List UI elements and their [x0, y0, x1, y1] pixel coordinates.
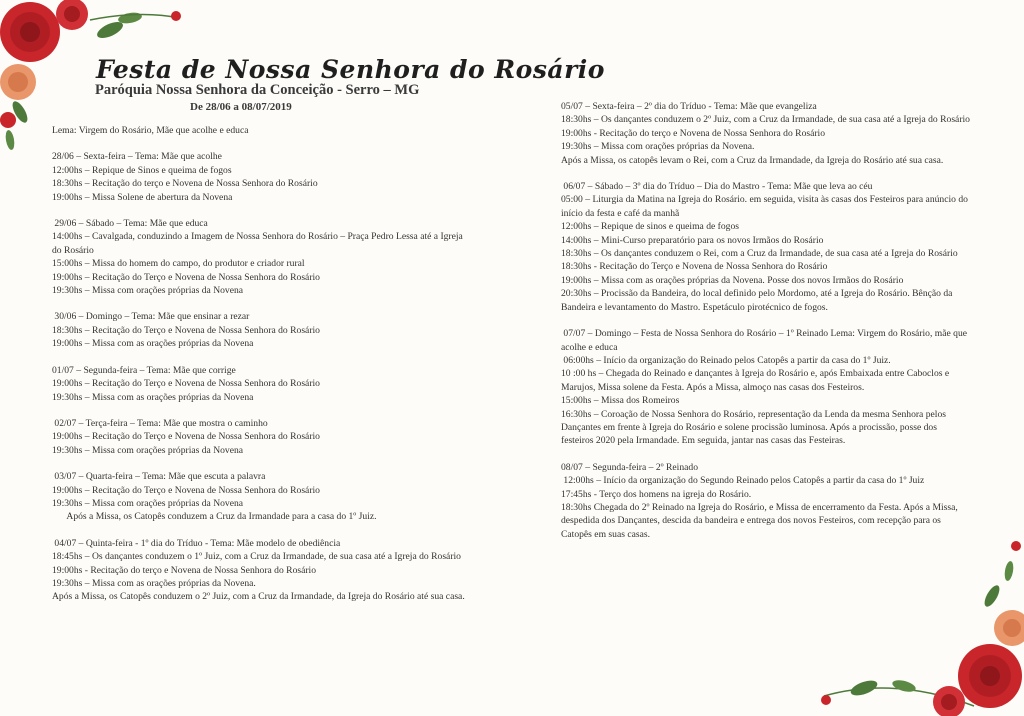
schedule-entry: 17:45hs - Terço dos homens na igreja do Rosário. [561, 488, 752, 500]
schedule-entry: Após a Missa, os catopês levam o Rei, com a Cruz da Irmandade, da Igreja do Rosário até sua casa. [561, 154, 944, 166]
schedule-entry: 15:00hs – Missa dos Romeiros [561, 395, 680, 407]
schedule-entry: 14:00hs – Mini-Curso preparatório para os novos Irmãos do Rosário [561, 234, 824, 246]
schedule-right-column [561, 100, 971, 554]
day-heading: 28/06 – Sexta-feira – Tema: Mãe que acolhe [52, 151, 222, 163]
schedule-day-block [52, 364, 472, 404]
schedule-entry: 05:00 – Liturgia da Matina na Igreja do Rosário. em seguida, visita às casas dos Festeiros para anúncio do início da festa e café da manhã [561, 194, 971, 219]
day-heading: 08/07 – Segunda-feira – 2º Reinado [561, 461, 698, 473]
day-heading: 05/07 – Sexta-feira – 2º dia do Tríduo - Tema: Mãe que evangeliza [561, 101, 817, 112]
schedule-day-block [52, 150, 472, 204]
schedule-entry: 10 :00 hs – Chegada do Reinado e dançantes à Igreja do Rosário e, após Embaixada entre Caboclos e Marujos, Missa solene da Festa. Após a Missa, almoço nas casas dos Festeiros. [561, 368, 952, 393]
schedule-entry: 18:30hs – Recitação do Terço e Novena de Nossa Senhora do Rosário [52, 324, 320, 336]
schedule-entry: 12:00hs – Início da organização do Segundo Reinado pelos Catopês a partir da casa do 1º Juiz [561, 475, 925, 487]
schedule-entry: 19:00hs - Recitação do terço e Novena de Nossa Senhora do Rosário [561, 127, 826, 139]
schedule-entry: 19:30hs – Missa com orações próprias da Novena. [561, 141, 755, 153]
schedule-day-block [52, 310, 472, 350]
schedule-day-block [52, 470, 472, 524]
schedule-entry: 19:30hs – Missa com orações próprias da Novena [52, 285, 244, 297]
schedule-entry: 18:30hs – Os dançantes conduzem o Rei, com a Cruz da Irmandade, de sua casa até a Igreja do Rosário [561, 248, 958, 260]
schedule-day-block [561, 327, 971, 448]
schedule-entry: 19:00hs – Missa com as orações próprias da Novena. Posse dos novos Irmãos do Rosário [561, 274, 904, 286]
page-subtitle: Paróquia Nossa Senhora da Conceição - Serro – MG [95, 82, 420, 98]
schedule-entry: 20:30hs – Procissão da Bandeira, do local definido pelo Mordomo, até a Igreja do Rosário. Bênção da Bandeira e levantamento do Mastro. Espetáculo pirotécnico de fogos. [561, 288, 955, 313]
schedule-left-column [52, 124, 472, 617]
schedule-entry: 19:00hs – Recitação do Terço e Novena de Nossa Senhora do Rosário [52, 378, 320, 390]
day-heading: 07/07 – Domingo – Festa de Nossa Senhora do Rosário – 1º Reinado Lema: Virgem do Rosário, mãe que acolhe e educa [561, 328, 970, 353]
schedule-entry: 19:30hs – Missa com orações próprias da Novena [52, 444, 244, 456]
schedule-entry: 19:30hs – Missa com as orações próprias da Novena [52, 391, 254, 403]
schedule-entry: 19:00hs – Recitação do Terço e Novena de Nossa Senhora do Rosário [52, 431, 320, 443]
day-heading: 03/07 – Quarta-feira – Tema: Mãe que escuta a palavra [52, 471, 266, 483]
schedule-entry: 15:00hs – Missa do homem do campo, do produtor e criador rural [52, 258, 305, 270]
schedule-entry: 16:30hs – Coroação de Nossa Senhora do Rosário, representação da Lenda da mesma Senhora pelos Dançantes em frente à Igreja do Rosário e solene procissão luminosa. Após a procissão, posse dos festeiros 2020 pela Irmandade. Em seguida, jantar nas casas das Festeiras. [561, 408, 949, 447]
schedule-entry: 18:30hs – Os dançantes conduzem o 2º Juiz, com a Cruz da Irmandade, de sua casa até a Igreja do Rosário [561, 114, 970, 126]
schedule-day-block [561, 100, 971, 167]
schedule-entry: 18:30hs Chegada do 2º Reinado na Igreja do Rosário, e Missa de encerramento da Festa. Após a Missa, despedida dos Dançantes, descida da bandeira e entrega dos novos Festeiros, com recepção para os Catopês em suas casas. [561, 501, 961, 540]
schedule-entry: Após a Missa, os Catopês conduzem o 2º Juiz, com a Cruz da Irmandade, da Igreja do Rosário até sua casa. [52, 591, 465, 603]
schedule-entry: 19:00hs – Recitação do Terço e Novena de Nossa Senhora do Rosário [52, 271, 320, 283]
page-title: Festa de Nossa Senhora do Rosário [96, 55, 605, 84]
schedule-day-block [52, 417, 472, 457]
schedule-entry: 18:30hs - Recitação do Terço e Novena de Nossa Senhora do Rosário [561, 261, 828, 273]
schedule-entry: 14:00hs – Cavalgada, conduzindo a Imagem de Nossa Senhora do Rosário – Praça Pedro Lessa até a Igreja do Rosário [52, 231, 466, 256]
day-heading: 06/07 – Sábado – 3º dia do Tríduo – Dia do Mastro - Tema: Mãe que leva ao céu [561, 181, 873, 193]
schedule-day-block [52, 537, 472, 604]
event-dates: De 28/06 a 08/07/2019 [190, 101, 292, 113]
schedule-day-block [52, 124, 472, 137]
schedule-entry: 18:30hs – Recitação do terço e Novena de Nossa Senhora do Rosário [52, 178, 318, 190]
schedule-entry: 19:30hs – Missa com as orações próprias da Novena. [52, 577, 256, 589]
schedule-entry: 19:00hs – Missa Solene de abertura da Novena [52, 191, 233, 203]
schedule-entry: 06:00hs – Início da organização do Reinado pelos Catopês a partir da casa do 1º Juiz. [561, 354, 891, 366]
schedule-entry: 19:00hs – Recitação do Terço e Novena de Nossa Senhora do Rosário [52, 484, 320, 496]
day-heading: 01/07 – Segunda-feira – Tema: Mãe que corrige [52, 364, 236, 376]
schedule-day-block [52, 217, 472, 297]
schedule-day-block [561, 461, 971, 541]
day-heading: 04/07 – Quinta-feira - 1º dia do Tríduo - Tema: Mãe modelo de obediência [52, 537, 341, 549]
schedule-entry: 12:00hs – Repique de Sinos e queima de fogos [52, 164, 232, 176]
day-heading: 30/06 – Domingo – Tema: Mãe que ensinar a rezar [52, 311, 250, 323]
schedule-entry: Após a Missa, os Catopês conduzem a Cruz da Irmandade para a casa do 1º Juiz. [52, 511, 377, 523]
day-heading: 02/07 – Terça-feira – Tema: Mãe que mostra o caminho [52, 417, 268, 429]
day-heading: 29/06 – Sábado – Tema: Mãe que educa [52, 218, 208, 230]
schedule-entry: 19:30hs – Missa com orações próprias da Novena [52, 497, 244, 509]
day-heading: Lema: Virgem do Rosário, Mãe que acolhe e educa [52, 125, 249, 136]
schedule-entry: 12:00hs – Repique de sinos e queima de fogos [561, 221, 739, 233]
schedule-entry: 18:45hs – Os dançantes conduzem o 1º Juiz, com a Cruz da Irmandade, de sua casa até a Igreja do Rosário [52, 551, 461, 563]
schedule-entry: 19:00hs - Recitação do terço e Novena de Nossa Senhora do Rosário [52, 564, 317, 576]
schedule-day-block [561, 180, 971, 314]
schedule-entry: 19:00hs – Missa com as orações próprias da Novena [52, 338, 254, 350]
